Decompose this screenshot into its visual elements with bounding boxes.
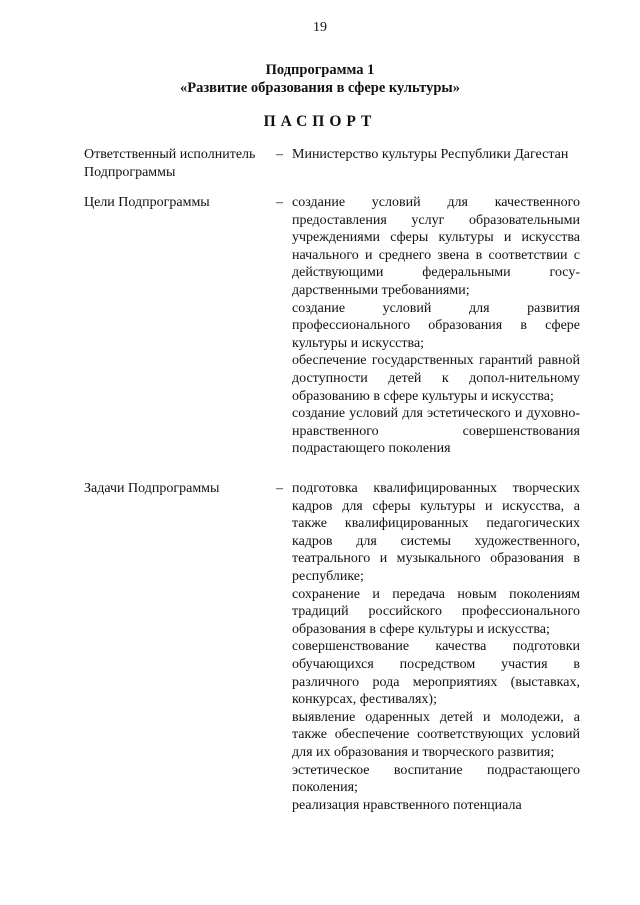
row-dash: –	[276, 481, 283, 496]
row-value	[292, 194, 580, 458]
row-value	[292, 146, 580, 164]
value-item: эстетическое воспитание подрастающего поколения;	[292, 762, 580, 796]
value-item: Министерство культуры Республики Дагестан	[292, 147, 569, 162]
page-number: 19	[313, 20, 327, 35]
value-item: сохранение и передача новым поколениям традиций российского профессионального образования в сфере культуры и искусства;	[292, 586, 580, 637]
value-item: выявление одаренных детей и молодежи, а также обеспечение соответствующих условий для их образования и творческого развития;	[292, 709, 580, 760]
row-dash: –	[276, 147, 283, 162]
row-dash: –	[276, 195, 283, 210]
row-label: Задачи Подпрограммы	[84, 481, 220, 496]
subprogram-title: Подпрограмма 1	[265, 62, 375, 78]
subprogram-subtitle: «Развитие образования в сфере культуры»	[179, 80, 460, 96]
row-label: Ответственный исполнитель Подпрограммы	[84, 147, 256, 180]
value-item: совершенствование качества подготовки обучающихся посредством участия в различного рода мероприятиях (выставках, конкурсах, фестивалях);	[292, 639, 580, 708]
value-item: реализация нравственного потенциала	[292, 797, 522, 813]
value-item: создание условий для эстетического и духовно-нравственного совершенствования подрастающего поколения	[292, 406, 580, 457]
value-item: подготовка квалифицированных творческих кадров для сферы культуры и искусства, а также квалифицированных педагогических кадров для системы художественного, театрального и музыкального образования в республике;	[292, 481, 580, 584]
value-item: обеспечение государственных гарантий равной доступности детей к допол-нительному образованию в сфере культуры и искусства;	[292, 353, 580, 404]
value-item: создание условий для качественного предоставления услуг образовательными учреждениями сферы культуры и искусства начального и среднего звена в соответствии с действующими федеральными госу-дарственными требованиями;	[292, 195, 580, 298]
value-item: создание условий для развития профессионального образования в сфере культуры и искусства;	[292, 300, 580, 351]
passport-title: ПАСПОРТ	[263, 113, 377, 130]
row-label: Цели Подпрограммы	[84, 195, 210, 210]
row-value	[292, 480, 580, 814]
